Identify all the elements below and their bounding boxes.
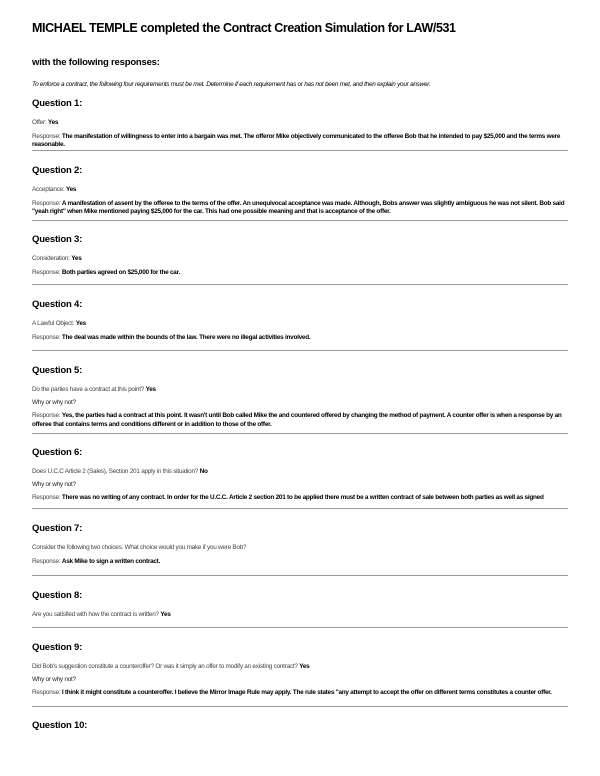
question-5-heading: Question 5: (32, 365, 83, 376)
question-8-label: Are you satisfied with how the contract is written? (32, 611, 159, 618)
question-2-prompt (32, 186, 568, 195)
document-page (32, 20, 568, 732)
question-4-response (32, 334, 568, 343)
question-1-prompt (32, 119, 568, 128)
question-3 (32, 234, 568, 285)
question-5-why: Why or why not? (32, 398, 76, 406)
question-5 (32, 365, 568, 434)
question-8-prompt (32, 611, 568, 620)
question-10-heading: Question 10: (32, 720, 88, 731)
question-6-heading: Question 6: (32, 447, 83, 458)
question-4-prompt (32, 320, 568, 329)
question-5-response-text: Yes, the parties had a contract at this point. It wasn't until Bob called Mike the and countered offered by changing the method of payment. A counter offer is when a response by an offeree that contains terms and conditions different or in addition to those of the offer. (32, 412, 562, 428)
question-6-response (32, 494, 568, 503)
question-3-prompt (32, 255, 568, 264)
question-5-label: Do the parties have a contract at this point? (32, 386, 145, 393)
question-7-label: Consider the following two choices. What choice would you make if you were Bob? (32, 544, 247, 551)
question-4-response-text: The deal was made within the bounds of the law. There were no illegal activities involved. (61, 333, 311, 341)
question-2-response (32, 200, 568, 217)
response-label: Response: (32, 199, 61, 207)
question-9-heading: Question 9: (32, 642, 83, 653)
question-5-answer: Yes (145, 386, 156, 393)
question-7-response (32, 558, 568, 567)
question-9-response (32, 689, 568, 698)
question-1-label: Offer: (32, 119, 47, 126)
question-6-prompt (32, 468, 568, 477)
question-3-answer: Yes (71, 255, 82, 262)
question-9 (32, 642, 568, 707)
instructions-text: To enforce a contract, the following four requirements must be met. Determine if each requirement has or has not been met, and then explain your answer. (32, 81, 431, 88)
response-label: Response: (32, 412, 61, 419)
question-2 (32, 165, 568, 221)
response-label: Response: (32, 557, 61, 565)
question-7-prompt (32, 544, 568, 553)
question-9-label: Did Bob's suggestion constitute a counteroffer? Or was it simply an offer to modify an existing contract? (32, 663, 298, 670)
question-3-label: Consideration: (32, 255, 70, 262)
question-4-label: A Lawful Object: (32, 320, 75, 327)
question-6-response-text: There was no writing of any contract. In order for the U.C.C. Article 2 section 201 to be applied there must be a written contract of sale between both parties as well as signed (61, 494, 544, 501)
question-6-why: Why or why not? (32, 480, 76, 488)
question-5-prompt (32, 386, 568, 395)
question-9-prompt (32, 663, 568, 672)
question-4-heading: Question 4: (32, 299, 83, 310)
question-6-label: Does U.C.C Article 2 (Sales), Section 201 apply in this situation? (32, 468, 199, 475)
response-label: Response: (32, 494, 61, 501)
question-8 (32, 590, 568, 628)
question-9-answer: Yes (299, 663, 310, 670)
question-1-response-text: The manifestation of willingness to enter into a bargain was met. The offeror Mike objectively communicated to the offeree Bob that he intended to pay $25,000 and the terms were reasonable. (32, 132, 561, 148)
response-label: Response: (32, 132, 61, 140)
question-1-response (32, 133, 568, 150)
question-9-response-text: I think it might constitute a counteroffer. I believe the Mirror Image Rule may apply. The rule states "any attempt to accept the offer on different terms constitutes a counter offer. (61, 689, 552, 696)
question-1-answer: Yes (47, 119, 59, 126)
question-7-response-text: Ask Mike to sign a written contract. (61, 557, 161, 565)
question-2-response-text: A manifestation of assent by the offeree to the terms of the offer. An unequivocal acceptance was made. Although, Bobs answer was slightly ambiguous he was not silent. Bob said "yeah right" when Mike mentioned paying $25,000 for the car. This had one possible meaning and that is acceptance of the offer. (32, 199, 565, 215)
question-8-heading: Question 8: (32, 590, 83, 601)
question-1-heading: Question 1: (32, 98, 83, 109)
question-3-response (32, 269, 568, 278)
question-2-heading: Question 2: (32, 165, 83, 176)
question-2-answer: Yes (65, 186, 77, 193)
question-6 (32, 447, 568, 509)
question-10 (32, 720, 568, 732)
question-4 (32, 299, 568, 351)
question-7 (32, 523, 568, 576)
question-1 (32, 98, 568, 151)
document-subtitle: with the following responses: (32, 57, 160, 68)
question-2-label: Acceptance: (32, 186, 65, 193)
response-label: Response: (32, 689, 61, 696)
question-5-response (32, 412, 568, 429)
response-label: Response: (32, 333, 61, 341)
question-6-answer: No (199, 468, 208, 475)
question-7-heading: Question 7: (32, 523, 83, 534)
response-label: Response: (32, 268, 61, 276)
question-9-why: Why or why not? (32, 675, 76, 683)
question-8-answer: Yes (160, 611, 171, 618)
document-title: MICHAEL TEMPLE completed the Contract Creation Simulation for LAW/531 (32, 21, 456, 35)
question-4-answer: Yes (75, 320, 86, 327)
question-3-heading: Question 3: (32, 234, 83, 245)
question-3-response-text: Both parties agreed on $25,000 for the car. (61, 268, 181, 276)
